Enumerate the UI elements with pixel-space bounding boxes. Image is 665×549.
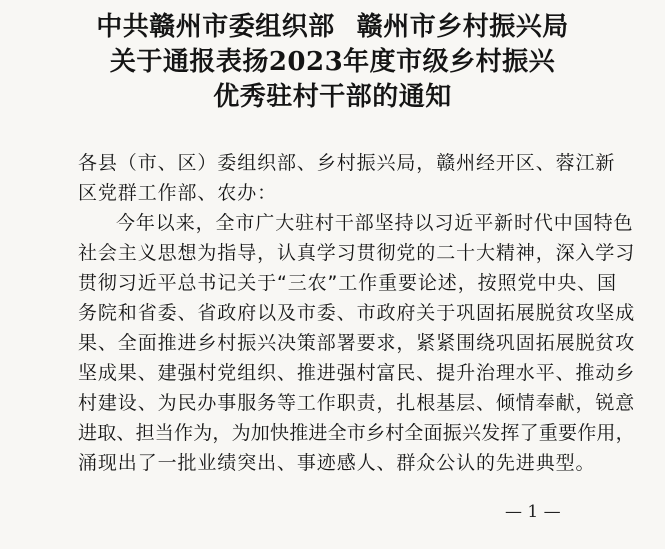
body-paragraph-line-5: 果、全面推进乡村振兴决策部署要求，紧紧围绕巩固拓展脱贫攻 — [78, 332, 636, 354]
issuer-organization-department: 中共赣州市委组织部 — [96, 12, 335, 42]
body-paragraph-line-3: 贯彻习近平总书记关于“三农”工作重要论述，按照党中央、国 — [78, 272, 617, 294]
body-paragraph-line-2: 社会主义思想为指导，认真学习贯彻党的二十大精神，深入学习 — [78, 242, 636, 264]
recipients-line-1: 各县（市、区）委组织部、乡村振兴局，赣州经开区、蓉江新 — [78, 152, 616, 174]
body-paragraph-line-1: 今年以来，全市广大驻村干部坚持以习近平新时代中国特色 — [116, 212, 634, 234]
body-paragraph-line-6: 坚成果、建强村党组织、推进强村富民、提升治理水平、推动乡 — [78, 362, 636, 384]
document-title-line-2: 关于通报表扬2023年度市级乡村振兴 — [109, 47, 556, 77]
body-paragraph-line-7: 村建设、为民办事服务等工作职责，扎根基层、倾情奉献，锐意 — [78, 392, 636, 414]
issuer-rural-revitalization-bureau: 赣州市乡村振兴局 — [356, 12, 569, 42]
document-title-line-1 — [0, 10, 665, 44]
recipients-line-2: 区党群工作部、农办： — [78, 182, 278, 204]
page-number: — 1 — — [505, 502, 561, 522]
body-paragraph-line-9: 涌现出了一批业绩突出、事迹感人、群众公认的先进典型。 — [78, 452, 596, 474]
body-paragraph-line-8: 进取、担当作为，为加快推进全市乡村全面振兴发挥了重要作用， — [78, 422, 635, 444]
document-title-line-3: 优秀驻村干部的通知 — [213, 82, 452, 112]
body-paragraph-line-4: 务院和省委、省政府以及市委、市政府关于巩固拓展脱贫攻坚成 — [78, 302, 636, 324]
